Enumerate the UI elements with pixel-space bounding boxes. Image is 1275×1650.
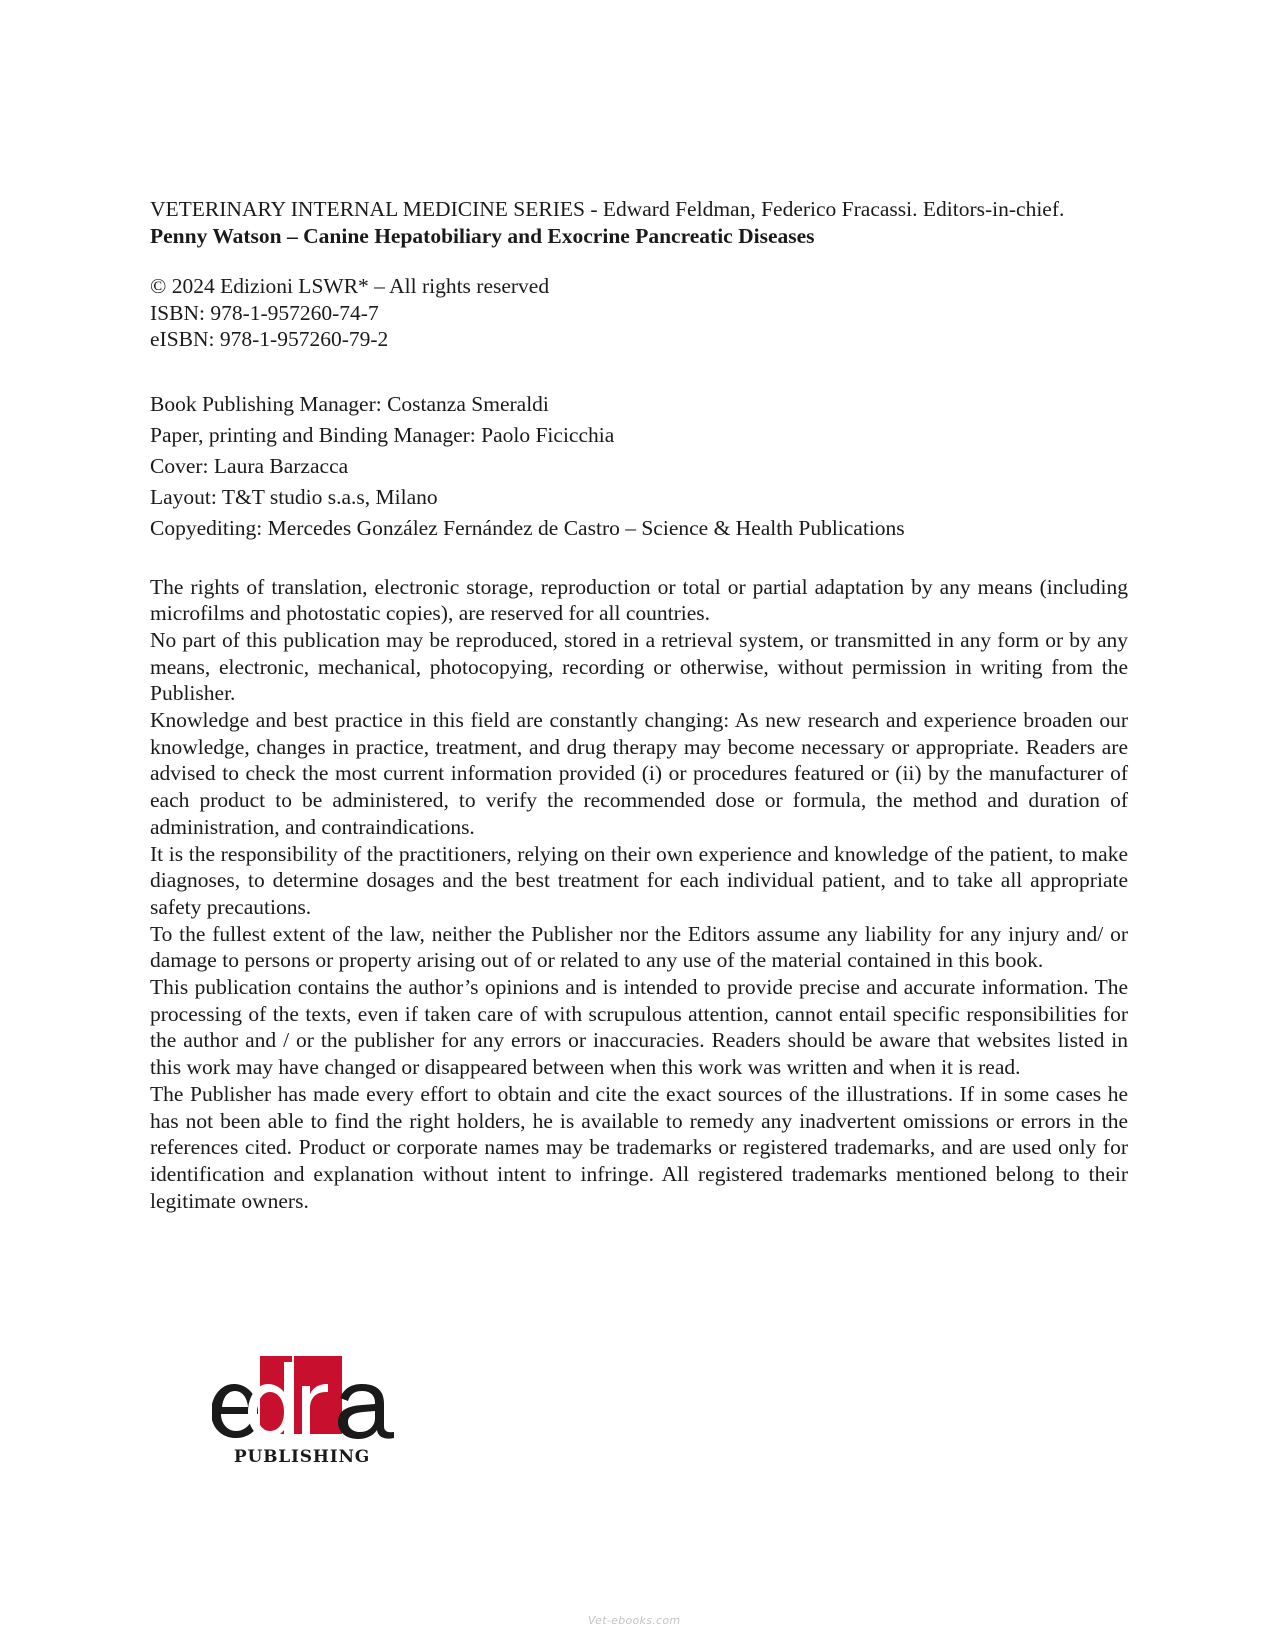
legal-paragraph: This publication contains the author’s opinions and is intended to provide precise and accurate information. The processing of the texts, even if taken care of with scrupulous attention, cannot entail specific responsibilities for the author and / or the publisher for any errors or inaccuracies. Readers should be aware that websites listed in this work may have changed or disappeared between when this work was written and when it is read.: [150, 975, 1128, 1080]
logo-letter-a: [338, 1384, 394, 1439]
series-line: VETERINARY INTERNAL MEDICINE SERIES - Edward Feldman, Federico Fracassi. Editors-in-chief.: [150, 197, 1065, 221]
edra-publishing-logo: [212, 1356, 396, 1466]
watermark: Vet-ebooks.com: [588, 1614, 681, 1627]
legal-paragraph: To the fullest extent of the law, neither the Publisher nor the Editors assume any liability for any injury and/ or damage to persons or property arising out of or related to any use of the material contained in this book.: [150, 921, 1128, 973]
legal-paragraph: Knowledge and best practice in this field are constantly changing: As new research and experience broaden our knowledge, changes in practice, treatment, and drug therapy may become necessary or appropriate. Readers are advised to check the most current information provided (i) or procedures featured or (ii) by the manufacturer of each product to be administered, to verify the recommended dose or formula, the method and duration of administration, and contraindications.: [150, 708, 1128, 839]
isbn: ISBN: 978-1-957260-74-7: [150, 300, 379, 325]
copyright-notice: © 2024 Edizioni LSWR* – All rights reserved: [150, 274, 550, 298]
credit-copyediting: Copyediting: Mercedes González Fernández de Castro – Science & Health Publications: [150, 515, 905, 540]
credits-list: [150, 389, 1128, 544]
logo-accent-block: [294, 1356, 342, 1434]
legal-paragraph: The Publisher has made every effort to obtain and cite the exact sources of the illustrations. If in some cases he has not been able to find the right holders, he is available to remedy any inadvertent omissions or errors in the references cited. Product or corporate names may be trademarks or registered trademarks, and are used only for identification and explanation without intent to infringe. All registered trademarks mentioned belong to their legitimate owners.: [150, 1081, 1128, 1213]
legal-paragraph: No part of this publication may be reproduced, stored in a retrieval system, or transmitted in any form or by any means, electronic, mechanical, photocopying, recording or otherwise, without permission in writing from the Publisher.: [150, 627, 1128, 706]
rights-block: [150, 273, 1128, 353]
legal-paragraph: The rights of translation, electronic storage, reproduction or total or partial adaptation by any means (including microfilms and photostatic copies), are reserved for all countries.: [150, 574, 1128, 626]
legal-notice: [150, 574, 1128, 1215]
legal-paragraph: It is the responsibility of the practitioners, relying on their own experience and knowledge of the patient, to make diagnoses, to determine dosages and the best treatment for each individual patient, and to take all appropriate safety precautions.: [150, 841, 1128, 919]
logo-subtitle: PUBLISHING: [233, 1447, 371, 1466]
credit-layout: Layout: T&T studio s.a.s, Milano: [150, 484, 438, 509]
credit-printing-manager: Paper, printing and Binding Manager: Paolo Ficicchia: [150, 422, 615, 447]
book-title: Penny Watson – Canine Hepatobiliary and Exocrine Pancreatic Diseases: [150, 223, 815, 248]
credit-publishing-manager: Book Publishing Manager: Costanza Smeraldi: [150, 391, 549, 416]
eisbn: eISBN: 978-1-957260-79-2: [150, 327, 389, 351]
copyright-page: [150, 196, 1128, 1214]
credit-cover: Cover: Laura Barzacca: [150, 453, 349, 478]
